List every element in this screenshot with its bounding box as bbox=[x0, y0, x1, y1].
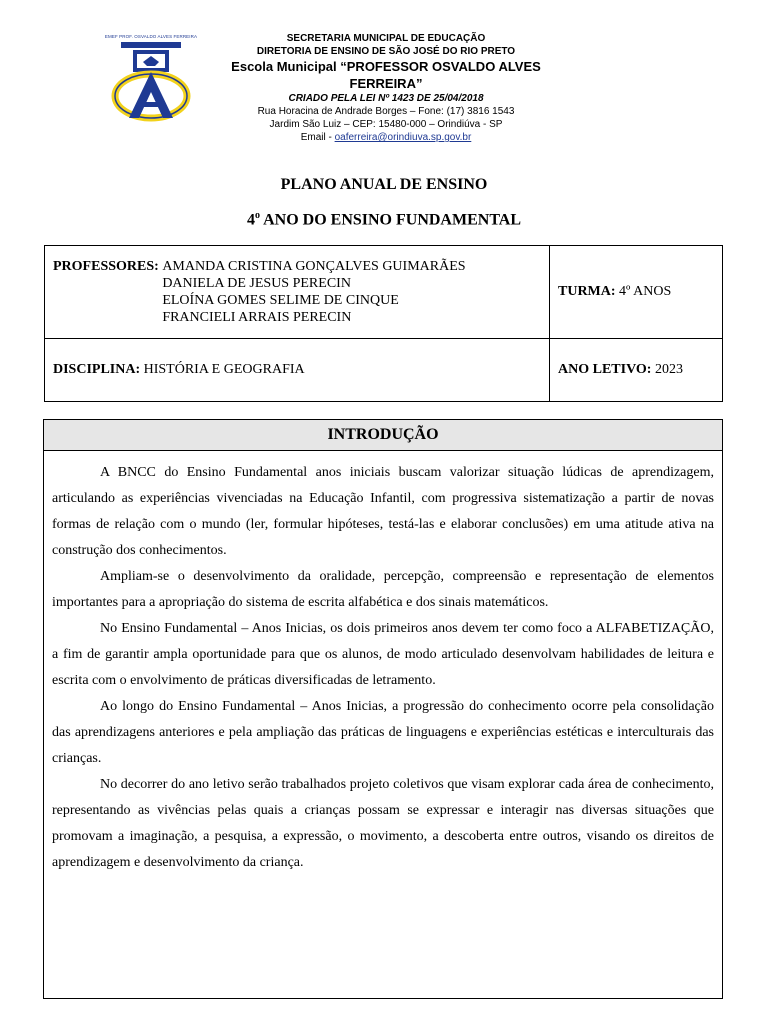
turma-label: TURMA: bbox=[558, 284, 616, 299]
ano-letivo-value: 2023 bbox=[654, 362, 683, 377]
ano-letivo-label: ANO LETIVO: bbox=[558, 362, 652, 377]
info-table bbox=[44, 245, 723, 402]
city-line: Jardim São Luiz – CEP: 15480-000 – Orindiúva - SP bbox=[269, 119, 503, 130]
logo-caption: EMEF PROF. OSVALDO ALVES FERREIRA bbox=[104, 34, 198, 39]
grade-number: 4 bbox=[246, 211, 255, 229]
intro-paragraph: Ao longo do Ensino Fundamental – Anos Inicias, a progressão do conhecimento ocorre pela consolidação das aprendizagens anteriores e pela ampliação das práticas de linguagens e experiências estéticas e interculturais das crianças. bbox=[52, 699, 714, 766]
professor-name: FRANCIELI ARRAIS PERECIN bbox=[162, 310, 352, 325]
professor-name: AMANDA CRISTINA GONÇALVES GUIMARÃES bbox=[162, 259, 466, 274]
disciplina-value: HISTÓRIA E GEOGRAFIA bbox=[143, 362, 305, 377]
intro-paragraph: No decorrer do ano letivo serão trabalhados projeto coletivos que visam explorar cada área de conhecimento, representando as vivências pelas quais a crianças possam se expressar e interagir nas diversas situações que promovam a imaginação, a pesquisa, a expressão, o movimento, a descoberta entre outros, visando os direitos de aprendizagem e desenvolvimento da criança. bbox=[52, 777, 714, 870]
disciplina-cell bbox=[45, 339, 550, 402]
introduction-section bbox=[43, 419, 723, 999]
grade-ordinal: o bbox=[254, 210, 260, 221]
document-subtitle bbox=[0, 210, 768, 229]
school-name: Escola Municipal “PROFESSOR OSVALDO ALVES FERREIRA” bbox=[231, 59, 541, 91]
intro-paragraph: A BNCC do Ensino Fundamental anos iniciais buscam valorizar situação lúdicas de aprendizagem, articulando as experiências vivenciadas na Educação Infantil, com progressiva sistematização a partir de novas formas de relação com o mundo (ler, formular hipóteses, testá-las e elaborar conclusões) em uma atitude ativa na construção dos conhecimentos. bbox=[52, 465, 714, 558]
law-line: CRIADO PELA LEI Nº 1423 DE 25/04/2018 bbox=[288, 93, 484, 104]
email-link[interactable]: oaferreira@orindiuva.sp.gov.br bbox=[334, 132, 472, 143]
turma-cell bbox=[550, 246, 723, 339]
directorate-line: DIRETORIA DE ENSINO DE SÃO JOSÉ DO RIO PRETO bbox=[256, 46, 516, 57]
school-logo-icon bbox=[103, 32, 199, 128]
professor-name: DANIELA DE JESUS PERECIN bbox=[162, 276, 351, 291]
email-line bbox=[200, 131, 572, 144]
secretariat-line: SECRETARIA MUNICIPAL DE EDUCAÇÃO bbox=[286, 33, 486, 44]
address-line: Rua Horacina de Andrade Borges – Fone: (17) 3816 1543 bbox=[257, 106, 515, 117]
professors-list bbox=[162, 258, 465, 326]
professors-cell bbox=[45, 246, 550, 339]
introduction-body bbox=[44, 451, 722, 876]
grade-text: ANO DO ENSINO FUNDAMENTAL bbox=[259, 211, 522, 229]
intro-paragraph: No Ensino Fundamental – Anos Inicias, os dois primeiros anos devem ter como foco a ALFABETIZAÇÃO, a fim de garantir ampla oportunidade para que os alunos, de modo articulado desenvolvam habilidades de leitura e escrita com o envolvimento de práticas diversificadas de letramento. bbox=[52, 621, 714, 688]
intro-paragraph: Ampliam-se o desenvolvimento da oralidade, percepção, compreensão e representação de elementos importantes para a apropriação do sistema de escrita alfabética e dos sinais matemáticos. bbox=[52, 569, 714, 610]
ano-letivo-cell bbox=[550, 339, 723, 402]
professors-label: PROFESSORES: bbox=[53, 259, 163, 274]
introduction-heading: INTRODUÇÃO bbox=[44, 420, 722, 451]
professor-name: ELOÍNA GOMES SELIME DE CINQUE bbox=[162, 293, 399, 308]
document-title: PLANO ANUAL DE ENSINO bbox=[280, 176, 488, 193]
email-label: Email - bbox=[300, 132, 335, 143]
letterhead bbox=[200, 32, 572, 144]
disciplina-label: DISCIPLINA: bbox=[53, 362, 141, 377]
turma-value: 4º ANOS bbox=[619, 284, 672, 299]
